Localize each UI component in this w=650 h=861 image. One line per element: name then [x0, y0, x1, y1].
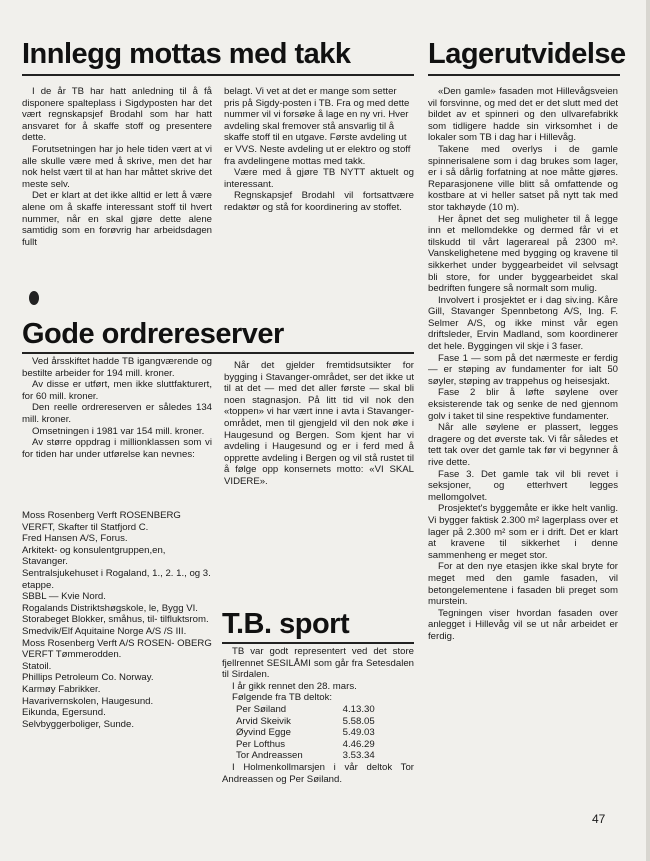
article4-para: Når alle søylene er plassert, legges dragere og det øverste tak. Vi får således et tett tak over det gamle tak før vi begynner å rive dette.	[428, 422, 618, 468]
list-item: Statoil.	[22, 660, 52, 672]
article1-column-2	[224, 86, 414, 214]
page-number: 47	[592, 812, 606, 826]
result-name: Arvid Skeivik	[236, 715, 291, 727]
result-name: Tor Andreassen	[236, 750, 303, 762]
article1-column-1	[22, 86, 212, 248]
headline-rule-3	[222, 642, 414, 644]
article1-col2-para: Regnskapsjef Brodahl vil fortsattvære redaktør og stå for koordinering av stoffet.	[224, 190, 414, 213]
article3-para: I år gikk rennet den 28. mars.	[232, 680, 357, 692]
list-item: Moss Rosenberg Verft A/S ROSEN- OBERG VERFT Tømmerodden.	[22, 637, 212, 661]
list-item: SBBL — Kvie Nord.	[22, 591, 106, 603]
table-row	[236, 727, 375, 739]
article4-para: Fase 2 blir å løfte søylene over eksisterende tak og senke de ned gjennom golv i taket til sine respektive fundamenter.	[428, 387, 618, 422]
result-name: Per Søiland	[236, 703, 287, 715]
table-row	[236, 704, 375, 716]
headline-innlegg: Innlegg mottas med takk	[22, 38, 351, 70]
article3-para: Følgende fra TB deltok:	[232, 692, 333, 704]
list-item: Fred Hansen A/S, Forus.	[22, 533, 128, 545]
list-item: Storabeget Blokker, småhus, til- tilfluktsrom.	[22, 614, 209, 626]
article4-para: Fase 3. Det gamle tak vil bli revet i seksjoner, og etterhvert legges mellomgolvet.	[428, 468, 618, 503]
article4-para: Fase 1 — som på det nærmeste er ferdig — er støping av fundamenter for ialt 50 søyler, støping av trappehus og heisesjakt.	[428, 352, 618, 387]
article1-col1-para: Det er klart at det ikke alltid er lett å være alene om å skaffe interessant stoff til hvert nummer, når en skal gjøre dette alene samtidig som en forøvrig har arbeidsdagen fullt	[22, 190, 212, 248]
article2-col1-para: Av større oppdrag i millionklassen som vi for tiden har under utførelse kan nevnes:	[22, 437, 212, 460]
article4-para: Prosjektet's byggemåte er ikke helt vanlig. Vi bygger faktisk 2.300 m² lagerplass over et lager på 2.300 m² som er i drift. Det er klart at kravene til sikkerhet i denne sammenheng er meget stor.	[428, 503, 618, 561]
list-item: Selvbyggerboliger, Sunde.	[22, 718, 135, 730]
ornament-icon	[29, 291, 39, 305]
list-item: Karmøy Fabrikker.	[22, 683, 101, 695]
article1-col2-para: belagt. Vi vet at det er mange som setter pris på Sigdy-posten i TB. Fra og med dette nummer vil vi forsøke å lage en ny vri. Hver avdeling skal fremover stå ansvarlig til å skaffe stoff til en utgave. Første avdeling ut er VVS. Neste avdeling ut er elektro og stoff fra avdelingene mottas med takk.	[224, 86, 411, 167]
headline-ordrereserver: Gode ordrereserver	[22, 318, 284, 350]
article2-col1-para: Av disse er utført, men ikke sluttfakturert, for 60 mill. kroner.	[22, 379, 212, 402]
article2-col2-para: Når det gjelder fremtidsutsikter for bygging i Stavanger-området, ser det ikke ut til at det — med det aller første — skal bli noen stagnasjon. På litt tid vil nok den «toppen» vi har vært inne i avta i Stavanger-området, men til gjengjeld vil den nok øke i Haugesund og Bergen. Som kjent har vi avdeling i Haugesund og er i ferd med å opprette avdeling i Bergen og vil stå rustet til å følge opp konsernets motto: «VI SKAL VIDERE».	[224, 360, 414, 487]
list-item: Phillips Petroleum Co. Norway.	[22, 672, 154, 684]
article1-col1-para: Forutsetningen har jo hele tiden vært at vi alle skulle være med å skrive, men det har nok helst vært til at han har måttet skrive det meste selv.	[22, 143, 212, 190]
article4-para: «Den gamle» fasaden mot Hillevågsveien vil forsvinne, og med det er det slutt med det bildet av et spinneri og den ullvarefabrikk som tidligere hadde sin virksomhet i de lokaler som TB i dag har i Hillevåg.	[428, 86, 618, 144]
headline-sport: T.B. sport	[222, 608, 350, 640]
article3-body	[222, 646, 414, 785]
headline-rule-2	[22, 352, 414, 354]
table-row	[236, 750, 375, 762]
article2-column-2	[224, 360, 414, 488]
article4-para: For at den nye etasjen ikke skal bryte for meget med den gamle fasaden, vil betongelementene i fasaden bli preget som murstein.	[428, 561, 618, 608]
table-row	[236, 739, 375, 751]
result-time: 5.58.05	[342, 715, 375, 727]
order-list	[22, 510, 212, 730]
list-item: Moss Rosenberg Verft ROSENBERG VERFT, Skafter til Statfjord C.	[22, 510, 181, 533]
headline-rule-4	[428, 74, 620, 76]
result-name: Per Lofthus	[236, 738, 286, 750]
article2-column-1	[22, 356, 212, 460]
article2-col1-para: Ved årsskiftet hadde TB igangværende og bestilte arbeider for 194 mill. kroner.	[22, 356, 212, 379]
article4-body	[428, 86, 618, 643]
article2-col1-para: Den reelle ordrereserven er således 134 mill. kroner.	[22, 402, 212, 425]
headline-rule-1	[22, 74, 414, 76]
result-name: Øyvind Egge	[236, 727, 291, 739]
page-edge-shadow	[646, 0, 650, 861]
result-time: 5.49.03	[342, 727, 375, 739]
result-time: 4.46.29	[342, 738, 375, 750]
results-table	[236, 704, 375, 762]
article1-col1-para: I de år TB har hatt anledning til å få disponere spalteplass i Sigdyposten har det vært regnskapsjef Brodahl som har hatt ansvaret for å skaffe stoff og presentere dette.	[22, 86, 212, 144]
article4-para: Her åpnet det seg muligheter til å legge inn et mellomdekke og dermed får vi et tilskudd til vårt lagerareal på 2300 m². Vanskelighetene med bygging og kravene til sikkerhet under byggearbeidet vil selvsagt bli store, for under byggearbeidet skal bedriften fungere så normalt som mulig.	[428, 213, 618, 295]
list-item: Sentralsjukehuset i Rogaland, 1., 2. 1., og 3. etappe.	[22, 567, 211, 591]
article4-para: Takene med overlys i de gamle spinnerisalene som i dag brukes som lager, er i så dårlig forfatning at noe måtte gjøres. Reparasjonene ville blitt så omfattende og kostbare at vi heller satset på nytt tak med stor takhøyde (10 m).	[428, 143, 618, 213]
list-item: Arkitekt- og konsulentgruppen,en, Stavanger.	[22, 544, 166, 568]
list-item: Eikunda, Egersund.	[22, 707, 106, 719]
article4-para: Involvert i prosjektet er i dag siv.ing. Kåre Gill, Stavanger Spennbetong A/S, Ing. F. Selmer A/S, og ikke minst vår egen driftsleder, Ervin Madland, som koordinerer det hele. Byggingen vil skje i 3 faser.	[428, 294, 618, 353]
article2-col1-para: Omsetningen i 1981 var 154 mill. kroner.	[32, 425, 205, 437]
article4-para: Tegningen viser hvordan fasaden over anlegget i Hillevåg vil se ut når arbeidet er ferdig.	[428, 607, 618, 642]
list-item: Havarivernskolen, Haugesund.	[22, 695, 154, 707]
result-time: 3.53.34	[342, 750, 375, 762]
table-row	[236, 716, 375, 728]
article3-para: TB var godt representert ved det store fjellrennet SESILÅMI som går fra Setesdalen til Sirdalen.	[222, 646, 414, 681]
article1-col2-para: Være med å gjøre TB NYTT aktuelt og interessant.	[224, 167, 414, 190]
result-time: 4.13.30	[342, 703, 375, 715]
list-item: Smedvik/Elf Aquitaine Norge A/S /S III.	[22, 625, 187, 637]
list-item: Rogalands Distriktshøgskole, le, Bygg VI.	[22, 602, 198, 614]
headline-lagerutvidelse: Lagerutvidelse	[428, 38, 626, 70]
article3-para: I Holmenkollmarsjen i vår deltok Tor Andreassen og Per Søiland.	[222, 761, 414, 785]
